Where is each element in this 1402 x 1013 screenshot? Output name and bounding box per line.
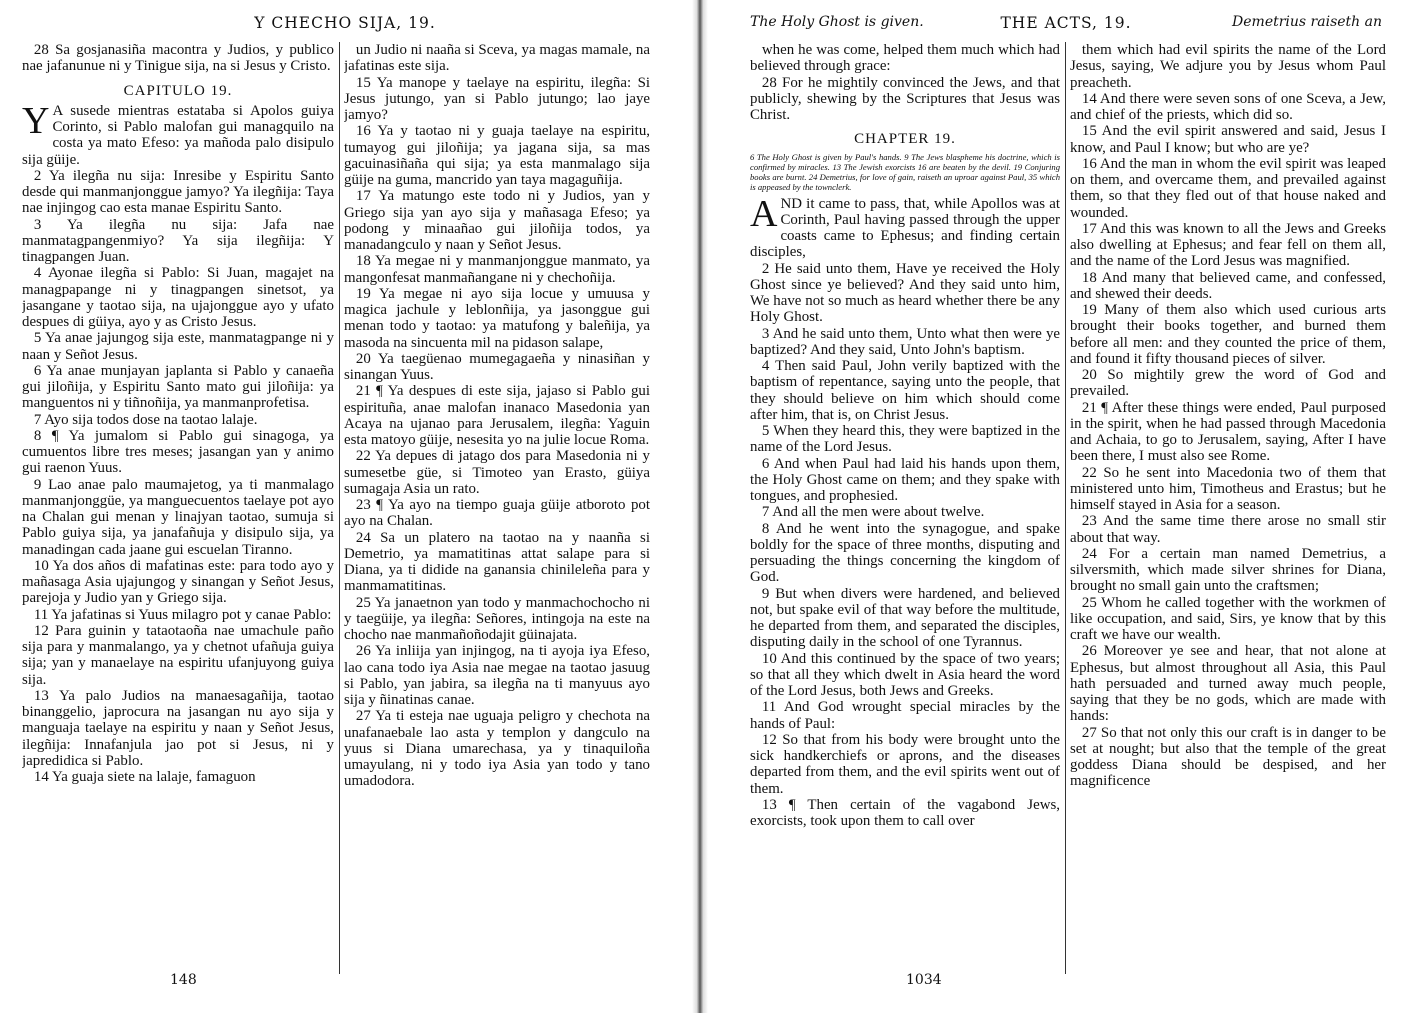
left-page	[0, 0, 692, 1013]
right-header-left: The Holy Ghost is given.	[750, 14, 924, 30]
verse: them which had evil spirits the name of the Lord Jesus, saying, We adjure you by Jesus whom Paul preacheth.	[1070, 42, 1386, 91]
verse: 2 Ya ilegña nu sija: Inresibe y Espiritu Santo desde qui manmanjonggue jamyo? Ya ilegñija: Taya nae injingog cao esta manae Espiritu Santo.	[22, 167, 334, 217]
verse: 19 Ya megae ni ayo sija locue y umuusa y magica jachule y leblonñija, ya jasonggue gui menan todo y taotao: ya matufong y baleñija, ya masoda na sincuenta mil na pidason salape,	[344, 285, 650, 351]
left-running-header	[20, 14, 670, 40]
right-header-right: Demetrius raiseth an	[1232, 14, 1382, 30]
verse: when he was come, helped them much which had believed through grace:	[750, 42, 1060, 75]
verse: 28 Sa gosjanasiña macontra y Judios, y publico nae jafanunue ni y Tinigue sija, na si Jesus y Cristo.	[22, 42, 334, 75]
verse: 18 And many that believed came, and confessed, and shewed their deeds.	[1070, 269, 1386, 302]
drop-cap-letter: A	[750, 192, 778, 235]
right-col2-verses	[1070, 42, 1386, 790]
verse: 4 Then said Paul, John verily baptized with the baptism of repentance, saying unto the people, that they should believe on him which should come after him, that is, on Christ Jesus.	[750, 358, 1060, 423]
verse: 8 ¶ Ya jumalom si Pablo gui sinagoga, ya cumuentos libre tres meses; jasangan yan y animo gui raenon Yuus.	[22, 427, 334, 477]
left-column-1	[22, 42, 334, 785]
verse: 25 Whom he called together with the workmen of like occupation, and said, Sirs, ye know that by this craft we have our wealth.	[1070, 594, 1386, 643]
verse: 14 Ya guaja siete na lalaje, famaguon	[33, 769, 256, 785]
verse: 26 Ya inliija yan injingog, na ti ayoja iya Efeso, lao cana todo iya Asia nae megae na taotao jasuug si Pablo, yan jabira, sa ilegña na ti manyuus ayo sija y ñinatinas canae.	[344, 643, 650, 708]
verse: 19 Many of them also which used curious arts brought their books together, and burned them before all men: and they counted the price of them, and found it fifty thousand pieces of silver.	[1070, 302, 1386, 367]
verse: 23 ¶ Ya ayo na tiempo guaja güije atboroto pot ayo na Chalan.	[344, 497, 650, 530]
first-verse-text: ND it came to pass, that, while Apollos was at Corinth, Paul having passed through the upper coasts came to Ephesus; and finding certain disciples,	[750, 195, 1060, 261]
verse: 20 Ya taegüenao mumegagaeña y ninasiñan y sinangan Yuus.	[344, 350, 650, 383]
book-gutter	[692, 0, 708, 1013]
verse: 21 ¶ After these things were ended, Paul purposed in the spirit, when he had passed through Macedonia and Achaia, to go to Jerusalem, saying, After I have been there, I must also see Rome.	[1070, 399, 1386, 465]
verse: 8 And he went into the synagogue, and spake boldly for the space of three months, disputing and persuading the things concerning the kingdom of God.	[750, 520, 1060, 586]
verse: 11 Ya jafatinas si Yuus milagro pot y canae Pablo:	[33, 606, 332, 623]
verse: 28 For he mightily convinced the Jews, and that publicly, shewing by the Scriptures that Jesus was Christ.	[750, 74, 1060, 123]
right-column-divider	[1065, 42, 1066, 974]
verse: 14 And there were seven sons of one Sceva, a Jew, and chief of the priests, which did so.	[1070, 90, 1386, 123]
left-col1-verses	[22, 168, 334, 786]
verse: 7 Ayo sija todos dose na taotao lalaje.	[33, 411, 258, 428]
left-column-2	[344, 42, 650, 790]
chapter-heading-chamorro: CAPITULO 19.	[123, 82, 233, 99]
right-col1-verses	[750, 261, 1060, 830]
verse: 5 When they heard this, they were baptized in the name of the Lord Jesus.	[750, 423, 1060, 456]
left-header-title: Y CHECHO SIJA, 19.	[254, 14, 436, 32]
first-verse-chamorro	[22, 99, 334, 168]
verse: 25 Ya janaetnon yan todo y manmachochocho ni y taegüije, ya ilegña: Señores, intingoja na este na chocho nae manmañoñodajit güinajata.	[344, 594, 650, 643]
right-column-2	[1070, 42, 1386, 790]
verse: 16 Ya y taotao ni y guaja taelaye na espiritu, tumayog gui jiloñija; ya jagana sija, sa mas gacuinasiñaña qui sija; ya esta manmalago sija güije na guma, mancrido yan taya magaguñija.	[344, 123, 650, 188]
verse: 16 And the man in whom the evil spirit was leaped on them, and overcame them, and prevailed against them, so that they fled out of that house naked and wounded.	[1070, 155, 1386, 221]
verse: 12 Para guinin y tataotaoña nae umachule paño sija para y manmalango, ya y chetnot ufañuja guiya sija; yan y manaelaye na espiritu ufanjuyong guiya sija.	[22, 622, 334, 688]
verse: 27 Ya ti esteja nae uguaja peligro y chechota na unafanaebale lao asta y templon y dangculo na yuus si Diana umarechasa, ya y tinaquiloña umayulang, ni y todo iya Asia yan todo y tano umadodora.	[344, 708, 650, 790]
verse: 17 Ya matungo este todo ni y Judios, yan y Griego sija yan ayo sija y mañasaga Efeso; ya podong y minaañao gui jiloñija todos, ya manadangculo y naan y Señot Jesus.	[344, 188, 650, 253]
verse: 20 So mightily grew the word of God and prevailed.	[1070, 367, 1386, 400]
verse: 24 For a certain man named Demetrius, a silversmith, which made silver shrines for Diana, brought no small gain unto the craftsmen;	[1070, 545, 1386, 595]
left-col1-pre	[22, 42, 334, 75]
verse: un Judio ni naaña si Sceva, ya magas mamale, na jafatinas este sija.	[344, 42, 650, 75]
verse: 13 Ya palo Judios na manaesagañija, taotao binanggelio, japrocura na jasangan nu ayo sija y manguaja taelaye na espiritu y naan y Señot Jesus, ilegñija: Innafanjula jao pot si Jesus, ni y japredidica si Pablo.	[22, 687, 334, 769]
verse: 23 And the same time there arose no small stir about that way.	[1070, 513, 1386, 546]
verse: 3 Ya ilegña nu sija: Jafa nae manmatagpangenmiyo? Ya sija ilegñija: Y tinagpangen Juan.	[22, 216, 334, 265]
verse: 18 Ya megae ni y manmanjonggue manmato, ya mangonfesat manmañangane ni y chechoñija.	[344, 253, 650, 286]
verse: 26 Moreover ye see and hear, that not alone at Ephesus, but almost throughout all Asia, this Paul hath persuaded and turned away much people, saying that they be no gods, which are made with hands:	[1070, 643, 1386, 725]
verse: 5 Ya anae jajungog sija este, manmatagpange ni y naan y Señot Jesus.	[22, 330, 334, 363]
left-col2-verses	[344, 42, 650, 790]
verse: 10 Ya dos años di mafatinas este: para todo ayo y mañasaga Asia ujajungog y sinangan y Señot Jesus, parejoja y Judio yan y Griego sija.	[22, 557, 334, 607]
verse: 12 So that from his body were brought unto the sick handkerchiefs or aprons, and the diseases departed from them, and the evil spirits went out of them.	[750, 731, 1060, 797]
verse: 27 So that not only this our craft is in danger to be set at nought; but also that the temple of the great goddess Diana should be despised, and her magnificence	[1070, 724, 1386, 790]
right-page	[708, 0, 1402, 1013]
left-page-number: 148	[170, 972, 197, 988]
verse: 21 ¶ Ya despues di este sija, jajaso si Pablo gui espirituña, anae malofan inanaco Masedonia yan Acaya na ujanao para Jerusalem, ilegña: Yaguin esta matoyo güije, nesesita yo na julie locue Roma.	[344, 383, 650, 448]
chapter-heading-english: CHAPTER 19.	[854, 131, 956, 148]
verse: 9 But when divers were hardened, and believed not, but spake evil of that way before the multitude, he departed from them, and separated the disciples, disputing daily in the school of one Tyrannus.	[750, 585, 1060, 651]
verse: 22 So he sent into Macedonia two of them that ministered unto him, Timotheus and Erastus; but he himself stayed in Asia for a season.	[1070, 464, 1386, 513]
verse: 2 He said unto them, Have ye received the Holy Ghost since ye believed? And they said unto him, We have not so much as heard whether there be any Holy Ghost.	[750, 260, 1060, 326]
verse: 13 ¶ Then certain of the vagabond Jews, exorcists, took upon them to call over	[750, 796, 1060, 829]
verse: 17 And this was known to all the Jews and Greeks also dwelling at Ephesus; and fear fell on them all, and the name of the Lord Jesus was magnified.	[1070, 220, 1386, 270]
verse: 9 Lao anae palo maumajetog, ya ti manmalago manmanjonggüe, ya manguecuentos taelaye pot ayo na Chalan gui menan y linajyan taotao, sumuja si Pablo guiya sija, ya janafañuja y disipulo sija, ya manadingan cada jaane gui escuelan Tiranno.	[22, 476, 334, 558]
verse: 3 And he said unto them, Unto what then were ye baptized? And they said, Unto John's baptism.	[750, 325, 1060, 358]
verse: 4 Ayonae ilegña si Pablo: Si Juan, magajet na managpapange ni y tinagpangen sinetsot, ya jasangane y taotao sija, na ujajonggue ayo y ufato despues di güiya, ayo y as Cristo Jesus.	[22, 265, 334, 330]
right-running-header	[750, 14, 1382, 40]
verse: 11 And God wrought special miracles by the hands of Paul:	[750, 699, 1060, 732]
first-verse-text: A susede mientras estataba si Apolos guiya Corinto, si Pablo malofan gui managquilo na costa ya mato Efeso: ya mañoda palo disipulo sija güije.	[22, 102, 334, 168]
verse: 15 And the evil spirit answered and said, Jesus I know, and Paul I know; but who are ye?	[1070, 123, 1386, 156]
right-header-title: THE ACTS, 19.	[1000, 14, 1132, 32]
verse: 7 And all the men were about twelve.	[761, 504, 985, 521]
verse: 10 And this continued by the space of two years; so that all they which dwelt in Asia heard the word of the Lord Jesus, both Jews and Greeks.	[750, 650, 1060, 699]
verse: 15 Ya manope y taelaye na espiritu, ilegña: Si Jesus jutungo, yan si Pablo jutungo; lao jaye jamyo?	[344, 74, 650, 123]
drop-cap-letter: Y	[22, 99, 50, 142]
verse: 22 Ya depues di jatago dos para Masedonia ni y sumesetbe güe, si Timoteo yan Erasto, güiya sumagaja Asia un rato.	[344, 448, 650, 497]
right-col1-pre	[750, 42, 1060, 123]
verse: 6 Ya anae munjayan japlanta si Pablo y canaeña gui jiloñija, y Espiritu Santo mato gui jiloñija: ya manguentos ni y tiñnoñija, ya manmanprofetisa.	[22, 362, 334, 412]
verse: 24 Sa un platero na taotao na y naanña si Demetrio, ya mamatitinas attat salape para si Diana, ya ti didide na ganansia chinileleña para y manmamatitinas.	[344, 529, 650, 595]
chapter-summary: 6 The Holy Ghost is given by Paul's hands. 9 The Jews blaspheme his doctrine, which is confirmed by miracles. 13 The Jewish exorcists 16 are beaten by the devil. 19 Conjuring books are burnt. 24 Demetrius, for love of gain, raiseth an uproar against Paul, 35 which is appeased by the townclerk.	[750, 151, 1060, 192]
right-page-number: 1034	[906, 972, 942, 988]
first-verse-english	[750, 192, 1060, 261]
left-column-divider	[339, 42, 340, 974]
right-column-1	[750, 42, 1060, 829]
verse: 6 And when Paul had laid his hands upon them, the Holy Ghost came on them; and they spake with tongues, and prophesied.	[750, 455, 1060, 504]
